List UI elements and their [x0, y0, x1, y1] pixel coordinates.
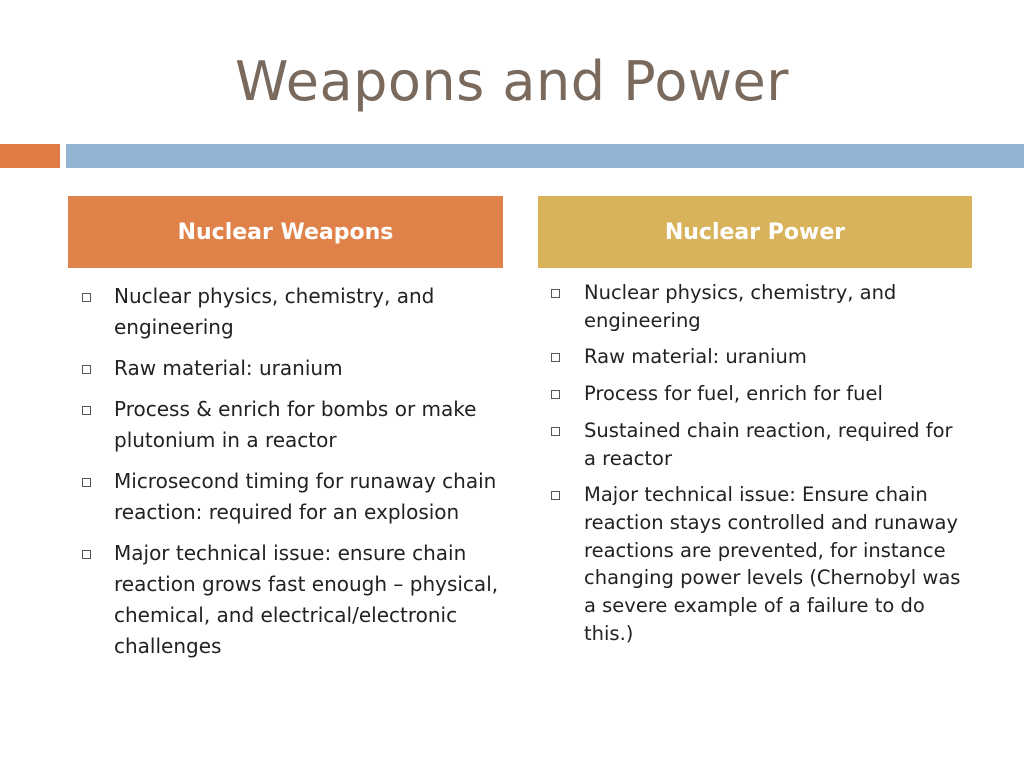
- slide-title: Weapons and Power: [235, 50, 789, 113]
- list-item: [549, 417, 969, 472]
- list-item-text: Raw material: uranium: [114, 356, 343, 380]
- list-item-text: Process for fuel, enrich for fuel: [584, 382, 883, 406]
- list-item: [80, 394, 500, 456]
- accent-bar-blue: [66, 144, 1024, 168]
- hollow-square-bullet-icon: [551, 289, 560, 298]
- list-item-text: Major technical issue: Ensure chain reaction stays controlled and runaway reactions are prevented, for instance changing power levels (Chernobyl was a severe example of a failure to do this.): [584, 483, 961, 645]
- list-item: [549, 380, 969, 408]
- power-header-label: Nuclear Power: [664, 219, 846, 245]
- list-item-text: Major technical issue: ensure chain reaction grows fast enough – physical, chemical, and electrical/electronic challenges: [114, 541, 499, 658]
- list-item: [549, 481, 969, 647]
- list-item-text: Nuclear physics, chemistry, and engineering: [114, 284, 435, 339]
- hollow-square-bullet-icon: [551, 390, 560, 399]
- list-item-text: Raw material: uranium: [584, 345, 807, 369]
- list-item-text: Process & enrich for bombs or make plutonium in a reactor: [114, 397, 477, 452]
- hollow-square-bullet-icon: [82, 365, 91, 374]
- list-item: [80, 281, 500, 343]
- weapons-header-label: Nuclear Weapons: [177, 219, 394, 245]
- list-item-text: Nuclear physics, chemistry, and engineering: [584, 281, 897, 332]
- list-item-text: Sustained chain reaction, required for a reactor: [584, 418, 953, 470]
- hollow-square-bullet-icon: [551, 491, 560, 500]
- hollow-square-bullet-icon: [82, 293, 91, 302]
- power-bullet-list: [549, 279, 969, 656]
- list-item: [80, 538, 500, 662]
- accent-bar-orange: [0, 144, 60, 168]
- list-item: [549, 343, 969, 371]
- power-column-header: [538, 196, 972, 268]
- list-item: [80, 353, 500, 384]
- hollow-square-bullet-icon: [551, 353, 560, 362]
- weapons-bullet-list: [80, 281, 500, 672]
- hollow-square-bullet-icon: [82, 406, 91, 415]
- hollow-square-bullet-icon: [551, 427, 560, 436]
- list-item: [549, 279, 969, 334]
- hollow-square-bullet-icon: [82, 550, 91, 559]
- list-item: [80, 466, 500, 528]
- list-item-text: Microsecond timing for runaway chain reaction: required for an explosion: [114, 469, 497, 524]
- weapons-column-header: [68, 196, 503, 268]
- hollow-square-bullet-icon: [82, 478, 91, 487]
